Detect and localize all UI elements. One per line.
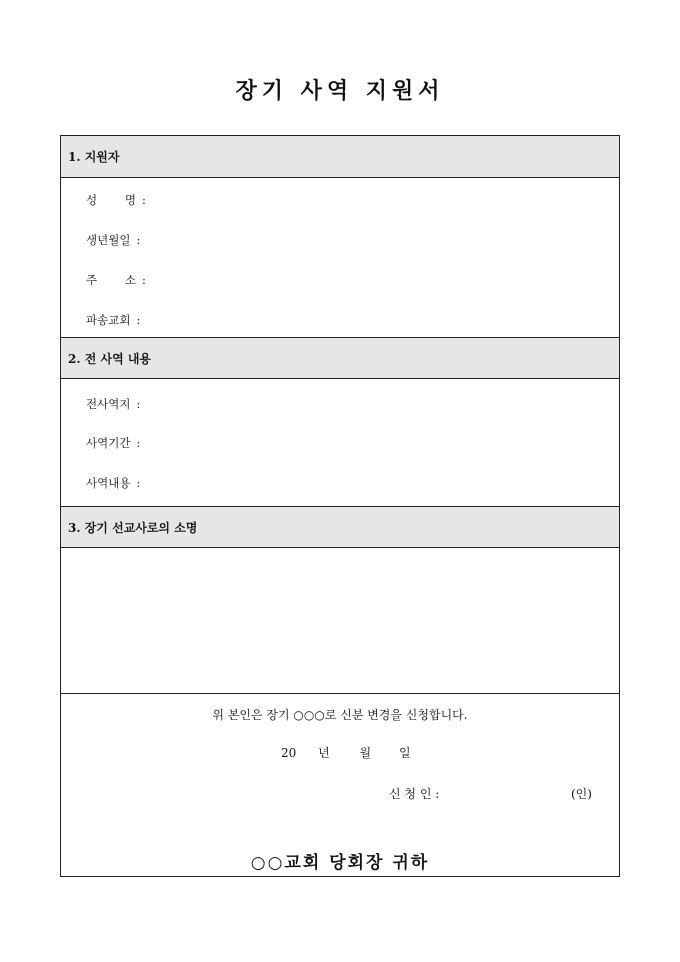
section-header-applicant: 1. 지원자	[61, 136, 619, 178]
field-address[interactable]	[86, 272, 146, 288]
field-address-colon: :	[142, 273, 146, 287]
field-ministry-content-colon: :	[136, 476, 141, 490]
field-sending-church-colon: :	[136, 313, 141, 327]
application-form	[60, 135, 620, 877]
application-statement: 위 본인은 장기 ○○○로 신분 변경을 신청합니다.	[212, 708, 468, 722]
field-ministry-period-colon: :	[136, 436, 141, 450]
date-day-unit: 일	[398, 746, 411, 760]
applicant-label: 신 청 인 :	[389, 787, 440, 801]
date-year: 20	[281, 746, 297, 760]
field-address-label: 주 소	[86, 273, 136, 287]
document-title: 장기 사역 지원서	[235, 78, 445, 104]
field-ministry-content-label: 사역내용	[86, 476, 131, 490]
field-birthdate[interactable]	[86, 232, 140, 248]
field-birthdate-label: 생년월일	[86, 233, 131, 247]
field-ministry-content[interactable]	[86, 475, 140, 491]
field-name-colon: :	[142, 193, 146, 207]
field-previous-ministry-location-label: 전사역지	[86, 397, 131, 411]
field-ministry-period[interactable]	[86, 435, 140, 451]
application-date	[281, 745, 411, 761]
field-birthdate-colon: :	[136, 233, 141, 247]
applicant-seal: (인)	[571, 787, 592, 801]
field-ministry-period-label: 사역기간	[86, 436, 131, 450]
recipient-line: ○○교회 당회장 귀하	[250, 853, 430, 873]
field-sending-church-label: 파송교회	[86, 313, 131, 327]
section-header-calling: 3. 장기 선교사로의 소명	[61, 506, 619, 548]
field-previous-ministry-location-colon: :	[136, 397, 141, 411]
field-name[interactable]	[86, 192, 146, 208]
field-sending-church[interactable]	[86, 312, 140, 328]
field-name-label: 성 명	[86, 193, 136, 207]
footer-divider	[61, 693, 619, 694]
section-header-previous-ministry: 2. 전 사역 내용	[61, 337, 619, 379]
date-month-unit: 월	[359, 746, 372, 760]
calling-text-area[interactable]	[61, 548, 619, 693]
field-previous-ministry-location[interactable]	[86, 396, 140, 412]
date-year-unit: 년	[318, 746, 330, 760]
